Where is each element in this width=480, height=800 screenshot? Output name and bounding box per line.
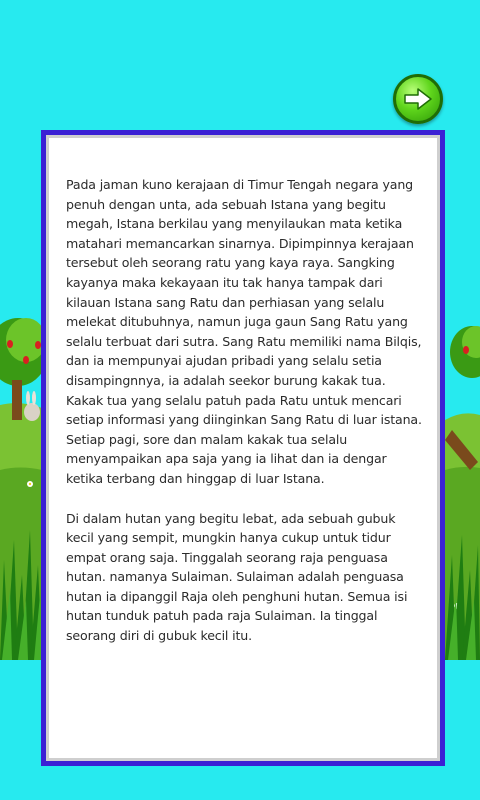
- story-paragraph-2: Di dalam hutan yang begitu lebat, ada sebuah gubuk kecil yang sempit, mungkin hanya cukup untuk tidur empat orang saja. Tinggalah seorang raja penguasa hutan. namanya Sulaiman. Sulaiman adalah penguasa hutan ia dipanggil Raja oleh penghuni hutan. Semua isi hutan tunduk patuh pada raja Sulaiman. Ia tinggal seorang diri di gubuk kecil itu.: [66, 510, 408, 644]
- rabbit: [24, 391, 40, 421]
- next-page-button[interactable]: [393, 74, 443, 124]
- story-panel-frame: [46, 135, 440, 761]
- arrow-right-icon: [403, 87, 433, 111]
- story-page[interactable]: [49, 138, 437, 758]
- story-panel: [41, 130, 445, 766]
- story-paragraph-1: Pada jaman kuno kerajaan di Timur Tengah negara yang penuh dengan unta, ada sebuah Istana yang begitu megah, Istana berkilau yang menyilaukan mata ketika matahari memancarkan sinarnya. Dipimpinnya kerajaan tersebut oleh seorang ratu yang kaya raya. Sangking kayanya maka kekayaan itu tak hanya tampak dari kilauan Istana sang Ratu dan perhiasan yang selalu melekat ditubuhnya, namun juga gaun Sang Ratu yang selalu terbuat dari sutra. Sang Ratu memiliki nama Bilqis, dan ia mempunyai ajudan pribadi yang selalu setia disampingnnya, ia adalah seekor burung kakak tua. Kakak tua yang selalu patuh pada Ratu untuk mencari setiap informasi yang diinginkan Sang Ratu di luar istana. Setiap pagi, sore dan malam kakak tua selalu menyampaikan apa saja yang ia lihat dan ia dengar ketika terbang dan hinggap di luar Istana.: [66, 177, 422, 486]
